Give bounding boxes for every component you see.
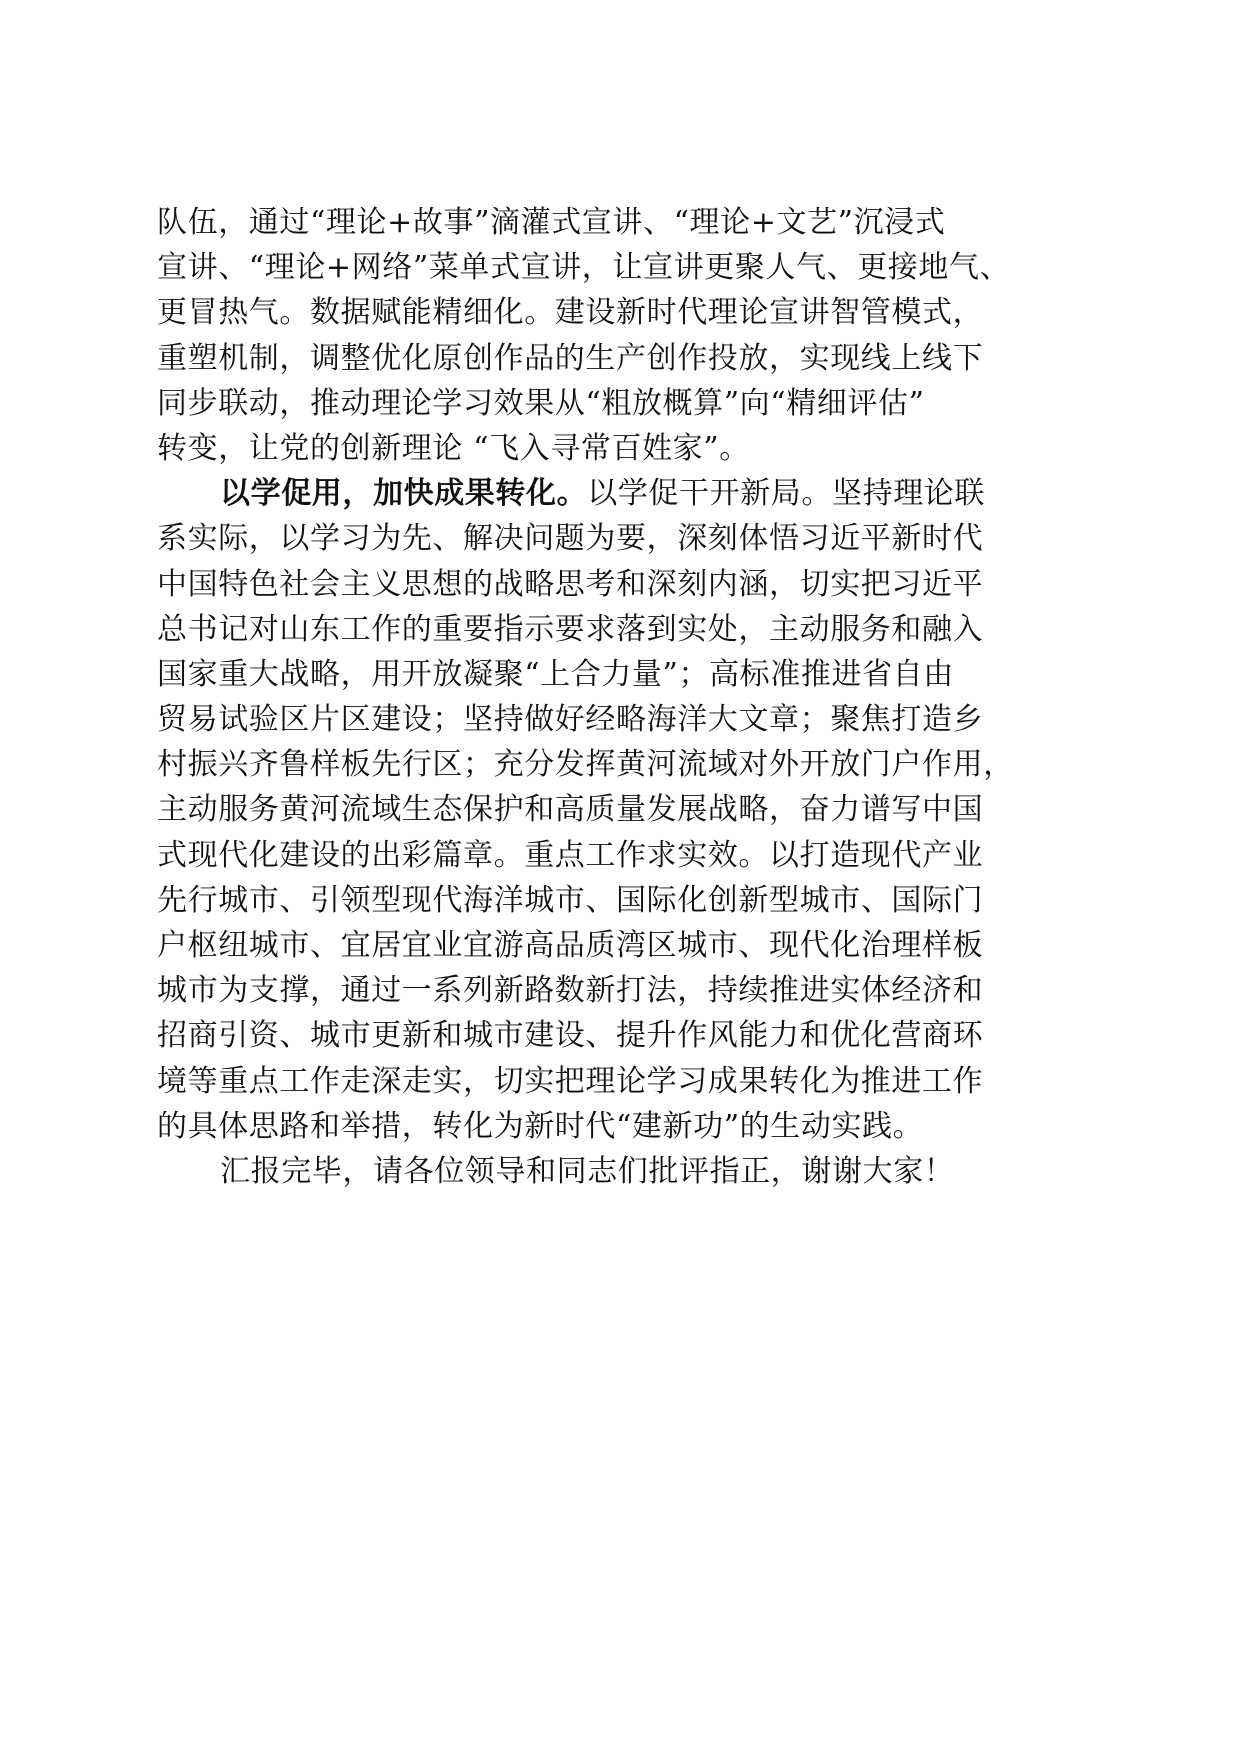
text-line: 村振兴齐鲁样板先行区；充分发挥黄河流域对外开放门户作用， xyxy=(157,747,1014,783)
paragraph-1 xyxy=(157,200,1087,471)
closing-line: 汇报完毕，请各位领导和同志们批评指正，谢谢大家！ xyxy=(220,1153,955,1189)
text-line: 中国特色社会主义思想的战略思考和深刻内涵，切实把习近平 xyxy=(157,566,984,602)
text-line: 队伍，通过“理论+故事”滴灌式宣讲、“理论+文艺”沉浸式 xyxy=(157,205,946,240)
text-line: 先行城市、引领型现代海洋城市、国际化创新型城市、国际门 xyxy=(157,882,984,918)
text-line: 招商引资、城市更新和城市建设、提升作风能力和优化营商环 xyxy=(157,1018,984,1054)
text-line: 城市为支撑，通过一系列新路数新打法，持续推进实体经济和 xyxy=(157,973,984,1009)
paragraph-first-line xyxy=(157,471,1087,516)
text-line: 户枢纽城市、宜居宜业宜游高品质湾区城市、现代化治理样板 xyxy=(157,928,984,963)
text-line: 式现代化建设的出彩篇章。重点工作求实效。以打造现代产业 xyxy=(157,837,984,873)
paragraph-3 xyxy=(157,1149,1087,1194)
paragraph-2 xyxy=(157,471,1087,1149)
text-line: 主动服务黄河流域生态保护和高质量发展战略，奋力谱写中国 xyxy=(157,792,984,828)
text-line: 同步联动，推动理论学习效果从“粗放概算”向“精细评估” xyxy=(157,385,925,421)
text-line-rest: 以学促干开新局。坚持理论联 xyxy=(587,476,986,512)
text-line: 国家重大战略，用开放凝聚“上合力量”；高标准推进省自由 xyxy=(157,656,954,692)
text-line: 转变，让党的创新理论 “飞入寻常百姓家”。 xyxy=(157,430,750,466)
body-text xyxy=(157,200,1087,1194)
text-line: 贸易试验区片区建设；坚持做好经略海洋大文章；聚焦打造乡 xyxy=(157,702,984,738)
text-line: 总书记对山东工作的重要指示要求落到实处，主动服务和融入 xyxy=(157,611,984,647)
text-line: 宣讲、“理论+网络”菜单式宣讲，让宣讲更聚人气、更接地气、 xyxy=(157,250,1011,286)
text-line: 的具体思路和举措，转化为新时代“建新功”的生动实践。 xyxy=(157,1108,924,1144)
section-heading: 以学促用，加快成果转化。 xyxy=(220,476,588,512)
text-line: 更冒热气。数据赋能精细化。建设新时代理论宣讲智管模式， xyxy=(157,295,984,331)
text-line: 重塑机制，调整优化原创作品的生产创作投放，实现线上线下 xyxy=(157,340,984,376)
text-line: 系实际，以学习为先、解决问题为要，深刻体悟习近平新时代 xyxy=(157,521,984,557)
text-line: 境等重点工作走深走实，切实把理论学习成果转化为推进工作 xyxy=(157,1063,984,1099)
